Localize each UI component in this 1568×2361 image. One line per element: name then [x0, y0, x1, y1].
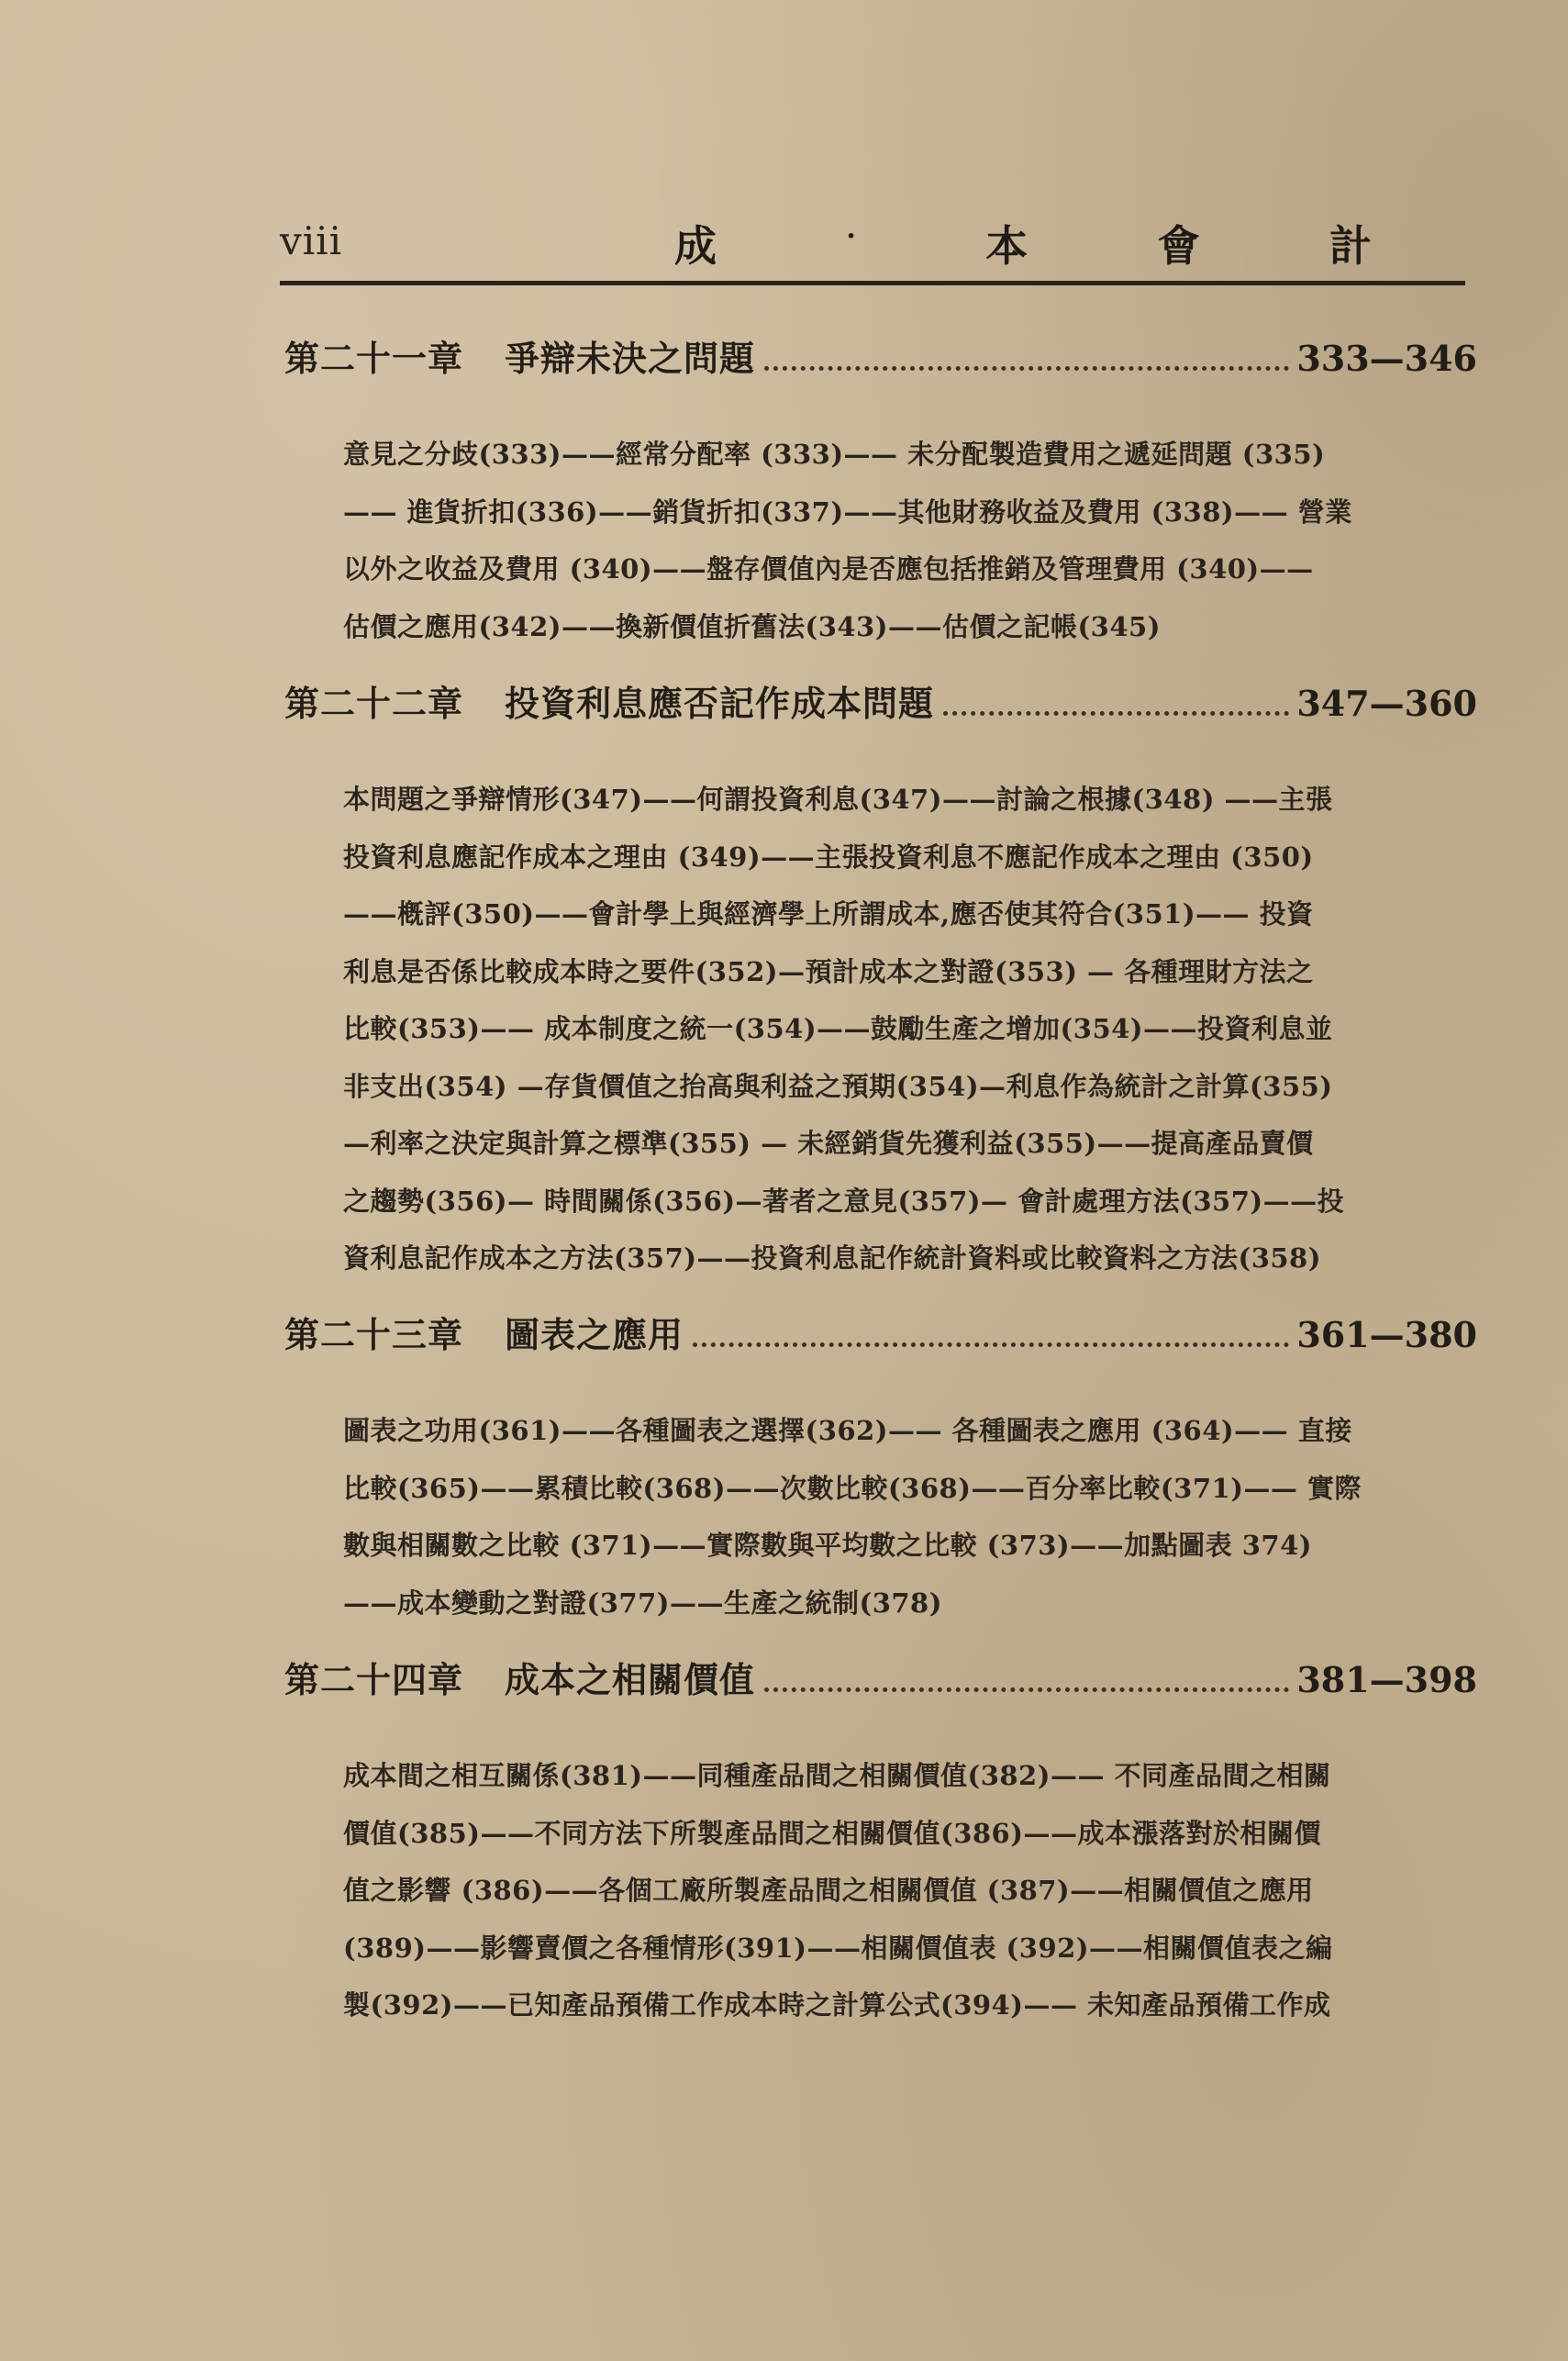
summary-line: 價值(385)——不同方法下所製產品間之相關價值(386)——成本漲落對於相關價	[343, 1817, 1321, 1849]
running-header	[280, 213, 1463, 277]
chapter-title: 投資利息應否記作成本問題	[505, 683, 935, 724]
summary-line: 利息是否係比較成本時之要件(352)—預計成本之對證(353) — 各種理財方法之	[343, 955, 1314, 987]
summary-line: 值之影響 (386)——各個工廠所製產品間之相關價值 (387)——相關價值之應用	[343, 1875, 1314, 1906]
summary-line: 成本間之相互關係(381)——同種產品間之相關價值(382)—— 不同產品間之相關	[343, 1760, 1331, 1791]
summary-line: 以外之收益及費用 (340)——盤存價值內是否應包括推銷及管理費用 (340)——	[343, 553, 1314, 585]
summary-line: 非支出(354) —存貨價值之抬高與利益之預期(354)—利息作為統計之計算(355)	[343, 1070, 1333, 1102]
running-title	[674, 213, 1372, 273]
summary-line: —利率之決定與計算之標準(355) — 未經銷貨先獲利益(355)——提高產品賣價	[343, 1128, 1314, 1159]
chapter-number: 第二十二章	[284, 683, 464, 724]
summary-line: 比較(353)—— 成本制度之統一(354)——鼓勵生產之增加(354)——投資利息並	[343, 1013, 1333, 1044]
summary-line: 數與相關數之比較 (371)——實際數與平均數之比較 (373)——加點圖表 374)	[343, 1530, 1312, 1561]
summary-line: ——槪評(350)——會計學上與經濟學上所謂成本,應否使其符合(351)—— 投資	[343, 898, 1314, 930]
chapter-heading	[284, 675, 1477, 734]
summary-line: ——成本變動之對證(377)——生產之統制(378)	[343, 1587, 942, 1619]
chapter-pages: 381—398	[1296, 1659, 1477, 1700]
chapter-heading	[284, 1307, 1477, 1365]
summary-line: 之趨勢(356)— 時間關係(356)—著者之意見(357)— 會計處理方法(357)——投	[343, 1185, 1345, 1217]
chapter-heading	[284, 330, 1477, 389]
title-char: 成	[674, 221, 717, 271]
dot-leader	[764, 1687, 1289, 1692]
title-char: 本	[985, 221, 1029, 271]
chapter-summary	[343, 771, 1406, 1287]
chapter-23	[284, 1307, 1477, 1632]
chapter-summary	[343, 1402, 1406, 1632]
chapter-21	[284, 330, 1477, 655]
title-char: 會	[1157, 221, 1200, 271]
chapter-number: 第二十四章	[284, 1659, 464, 1700]
summary-line: 投資利息應記作成本之理由 (349)——主張投資利息不應記作成本之理由 (350)	[343, 841, 1314, 873]
chapter-pages: 347—360	[1296, 683, 1477, 724]
summary-line: —— 進貨折扣(336)——銷貨折扣(337)——其他財務收益及費用 (338)—— 營業	[343, 496, 1352, 528]
chapter-pages: 333—346	[1296, 338, 1477, 379]
summary-line: 製(392)——已知產品預備工作成本時之計算公式(394)—— 未知產品預備工作成	[343, 1989, 1331, 2021]
chapter-title: 成本之相關價值	[505, 1659, 756, 1700]
chapter-number: 第二十一章	[284, 338, 464, 379]
chapter-summary	[343, 1747, 1406, 2034]
summary-line: 比較(365)——累積比較(368)——次數比較(368)——百分率比較(371)—— 實際	[343, 1472, 1362, 1504]
summary-line: 估價之應用(342)——換新價值折舊法(343)——估價之記帳(345)	[343, 610, 1161, 642]
summary-line: (389)——影響賣價之各種情形(391)——相關價值表 (392)——相關價值表之編	[343, 1932, 1333, 1964]
chapter-pages: 361—380	[1296, 1314, 1477, 1355]
chapter-heading	[284, 1652, 1477, 1710]
chapter-summary	[343, 426, 1406, 655]
header-rule	[280, 281, 1465, 285]
dot-leader	[943, 711, 1289, 716]
title-dot: ·	[846, 220, 856, 252]
chapter-number: 第二十三章	[284, 1314, 464, 1355]
chapter-22	[284, 675, 1477, 1287]
chapter-24	[284, 1652, 1477, 2034]
dot-leader	[764, 366, 1289, 371]
summary-line: 意見之分歧(333)——經常分配率 (333)—— 未分配製造費用之遞延問題 (335)	[343, 439, 1326, 470]
title-char: 計	[1329, 221, 1372, 271]
summary-line: 本問題之爭辯情形(347)——何謂投資利息(347)——討論之根據(348) ——主張	[343, 784, 1333, 815]
dot-leader	[693, 1342, 1289, 1347]
chapter-title: 圖表之應用	[505, 1314, 684, 1355]
chapter-title: 爭辯未決之問題	[505, 338, 756, 379]
summary-line: 圖表之功用(361)——各種圖表之選擇(362)—— 各種圖表之應用 (364)—— 直接	[343, 1415, 1352, 1446]
page-number: viii	[280, 218, 343, 263]
summary-line: 資利息記作成本之方法(357)——投資利息記作統計資料或比較資料之方法(358)	[343, 1242, 1321, 1274]
